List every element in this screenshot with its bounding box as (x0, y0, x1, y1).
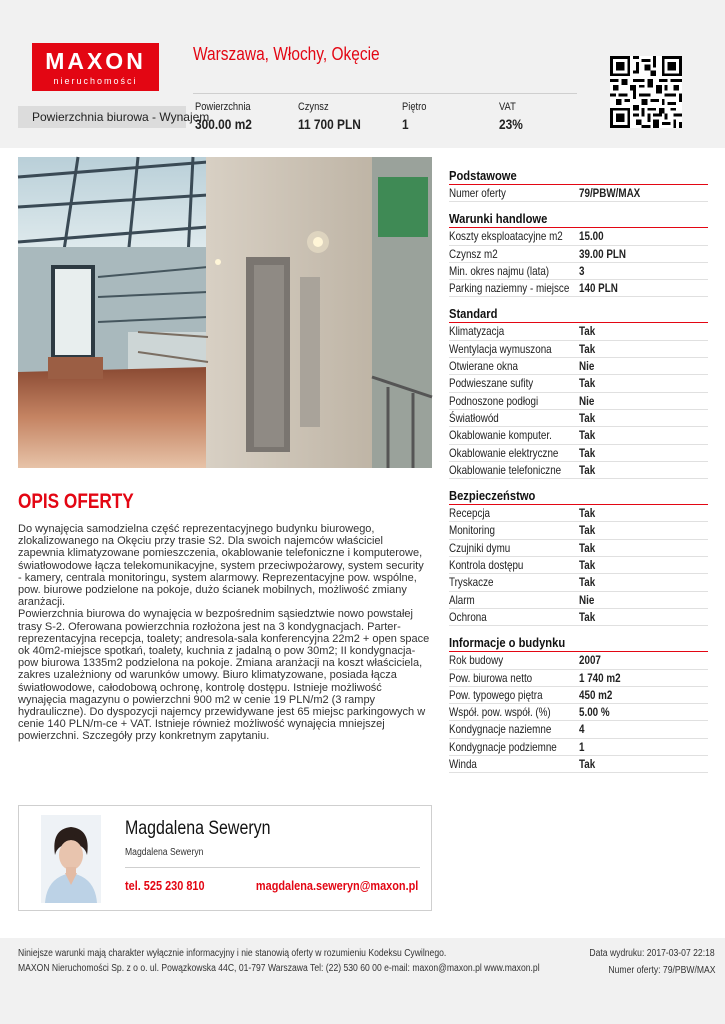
spec-key: Recepcja (449, 506, 491, 521)
spec-row (449, 522, 708, 539)
agent-phone-link[interactable]: tel. 525 230 810 (125, 878, 205, 893)
header (0, 0, 725, 148)
spec-key: Czujniki dymu (449, 540, 511, 555)
stat-rent (298, 101, 372, 132)
spec-row (449, 228, 708, 245)
specs-panel (449, 168, 708, 773)
spec-value: 5.00 % (579, 705, 610, 720)
spec-value: 15.00 (579, 229, 604, 244)
footer-print-date: Data wydruku: 2017-03-07 22:18 (589, 948, 715, 959)
spec-value: Tak (579, 410, 596, 425)
stat-label: Piętro (402, 101, 427, 113)
footer-disclaimer: Niniejsze warunki mają charakter wyłącznie informacyjny i nie stanowią oferty w rozumieniu Kodeksu Cywilnego. (18, 948, 447, 959)
section-title: Standard (449, 306, 498, 322)
section-title: Bezpieczeństwo (449, 488, 536, 504)
spec-value: Tak (579, 462, 596, 477)
spec-row (449, 323, 708, 340)
stat-label: Czynsz (298, 101, 329, 113)
spec-value: Tak (579, 445, 596, 460)
spec-row (449, 445, 708, 462)
spec-row (449, 246, 708, 263)
spec-value: Tak (579, 609, 596, 624)
spec-value: 4 (579, 722, 585, 737)
spec-row (449, 540, 708, 557)
spec-value: Nie (579, 393, 595, 408)
stat-value: 300.00 m2 (195, 116, 252, 132)
property-photo[interactable] (18, 157, 432, 468)
agent-subtitle: Magdalena Seweryn (125, 847, 204, 858)
section-title: Podstawowe (449, 168, 517, 183)
spec-row (449, 609, 708, 626)
spec-value: 450 m2 (579, 687, 613, 702)
spec-key: Alarm (449, 592, 475, 607)
spec-value: Tak (579, 341, 596, 356)
spec-row (449, 462, 708, 479)
section-title: Warunki handlowe (449, 211, 548, 227)
spec-key: Kondygnacje naziemne (449, 722, 552, 737)
divider (193, 93, 577, 94)
stat-area (195, 101, 262, 132)
spec-key: Wentylacja wymuszona (449, 341, 552, 356)
agent-name: Magdalena Seweryn (125, 818, 271, 839)
stat-value: 1 (402, 116, 409, 132)
spec-row (449, 557, 708, 574)
spec-row (449, 721, 708, 738)
spec-value: Tak (579, 376, 596, 391)
spec-key: Rok budowy (449, 653, 504, 668)
stat-label: VAT (499, 101, 516, 113)
spec-value: 2007 (579, 653, 601, 668)
offer-type-badge: Powierzchnia biurowa - Wynajem (18, 106, 186, 128)
spec-value: 1 740 m2 (579, 670, 621, 685)
spec-key: Tryskacze (449, 575, 494, 590)
spec-value: 140 PLN (579, 281, 618, 296)
spec-row (449, 375, 708, 392)
spec-value: Tak (579, 324, 596, 339)
stat-vat (499, 101, 527, 132)
spec-key: Współ. pow. współ. (%) (449, 705, 551, 720)
spec-row (449, 427, 708, 444)
spec-key: Monitoring (449, 523, 495, 538)
spec-row (449, 358, 708, 375)
spec-key: Kondygnacje podziemne (449, 739, 557, 754)
spec-value: Tak (579, 757, 596, 772)
spec-row (449, 505, 708, 522)
agent-email-link[interactable]: magdalena.seweryn@maxon.pl (255, 878, 418, 893)
description-paragraph: Powierzchnia biurowa do wynajęcia w bezpośrednim sąsiedztwie nowo powstałej trasy S-2. Oferowana powierzchnia rozłożona jest na 3 kondygnacjach. Parter-reprezentacyjna recepcja, toalety; andresola-sala konferencyjna 22m2 + open space ok 40m2-miejsce spotkań, toalety, kuchnia z jadalną o pow 30m2; II kondygnacja-pow biurowa 1335m2 podzielona na pokoje. Zmiana aranżacji na koszt właściciela, zakres uzależniony od warunków umowy. Biuro klimatyzowane, posiada łącza światłowodowe, całodobową ochronę, kontrolę dostępu. Istnieje możliwość wynajęcia magazynu o powierzchni 900 m2 w cenie 19 PLN/m2 (3 rampy hydrauliczne). Do dyspozycji najemcy przewidywane jest 65 miejsc parkingowych w cenie 140 PLN/m-ce + VAT. Istnieje również możliwość wynajęcia mniejszej powierzchni. Szczegóły przy konkretnym zapytaniu. (18, 608, 430, 743)
spec-value: Nie (579, 592, 595, 607)
footer (0, 938, 725, 1024)
footer-offer-number: Numer oferty: 79/PBW/MAX (607, 965, 715, 976)
spec-key: Okablowanie komputer. (449, 428, 552, 443)
logo-sub-text: nieruchomości (53, 76, 138, 86)
spec-row (449, 185, 708, 202)
spec-value: Nie (579, 359, 595, 374)
spec-value: Tak (579, 575, 596, 590)
description-paragraph: Do wynajęcia samodzielna część reprezentacyjnego budynku biurowego, zlokalizowanego na Okęciu przy trasie S2. Dla swoich najemców właściciel zapewnia klimatyzowane pomieszczenia, okablowanie telefoniczne i komputerowe, światłowodowe łącza telekomunikacyjne, system przeciwpożarowy, system security - kamery, centrala monitoringu, system alarmowy. Reprezentacyjne pow. wspólne, pow. biurowe podzielone na pokoje, dużo ścianek mobilnych, możliwość zmiany aranżacji. (18, 523, 424, 609)
agent-avatar (41, 815, 101, 903)
spec-value: Tak (579, 506, 596, 521)
maxon-logo[interactable] (32, 43, 159, 91)
description-text (18, 523, 430, 743)
spec-row (449, 652, 708, 669)
spec-row (449, 704, 708, 721)
spec-row (449, 670, 708, 687)
spec-key: Okablowanie telefoniczne (449, 462, 562, 477)
spec-value: 39.00 PLN (579, 246, 627, 261)
stat-floor (402, 101, 431, 132)
spec-key: Okablowanie elektryczne (449, 445, 559, 460)
location-title: Warszawa, Włochy, Okęcie (193, 44, 380, 64)
spec-value: Tak (579, 558, 596, 573)
spec-key: Numer oferty (449, 186, 506, 200)
stat-value: 23% (499, 116, 523, 132)
spec-key: Winda (449, 757, 477, 772)
spec-row (449, 592, 708, 609)
spec-row (449, 574, 708, 591)
spec-value: Tak (579, 540, 596, 555)
spec-value: Tak (579, 428, 596, 443)
spec-key: Koszty eksploatacyjne m2 (449, 229, 563, 244)
spec-key: Otwierane okna (449, 359, 518, 374)
spec-row (449, 687, 708, 704)
spec-row (449, 280, 708, 297)
spec-key: Światłowód (449, 410, 499, 425)
agent-card (18, 805, 432, 911)
logo-main-text: MAXON (45, 48, 146, 74)
section-title: Informacje o budynku (449, 635, 566, 651)
divider (125, 867, 420, 868)
spec-key: Pow. typowego piętra (449, 687, 543, 702)
spec-key: Ochrona (449, 609, 487, 624)
stat-label: Powierzchnia (195, 101, 251, 113)
spec-row (449, 393, 708, 410)
spec-key: Podwieszane sufity (449, 376, 534, 391)
spec-row (449, 341, 708, 358)
spec-key: Parking naziemny - miejsce (449, 281, 570, 296)
spec-row (449, 410, 708, 427)
footer-company: MAXON Nieruchomości Sp. z o o. ul. Powązkowska 44C, 01-797 Warszawa Tel: (22) 530 60 00 e-mail: maxon@maxon.pl www.maxon.pl (18, 963, 540, 974)
spec-value: 3 (579, 263, 585, 278)
spec-value: 79/PBW/MAX (579, 186, 641, 200)
spec-key: Podnoszone podłogi (449, 393, 539, 408)
spec-key: Klimatyzacja (449, 324, 505, 339)
spec-row (449, 263, 708, 280)
spec-key: Min. okres najmu (lata) (449, 263, 550, 278)
qr-code-icon[interactable] (610, 56, 682, 128)
spec-value: Tak (579, 523, 596, 538)
spec-key: Pow. biurowa netto (449, 670, 533, 685)
spec-key: Czynsz m2 (449, 246, 498, 261)
stat-value: 11 700 PLN (298, 116, 361, 132)
spec-value: 1 (579, 739, 585, 754)
spec-row (449, 739, 708, 756)
spec-row (449, 756, 708, 773)
description-title: OPIS OFERTY (18, 490, 134, 513)
spec-key: Kontrola dostępu (449, 558, 524, 573)
